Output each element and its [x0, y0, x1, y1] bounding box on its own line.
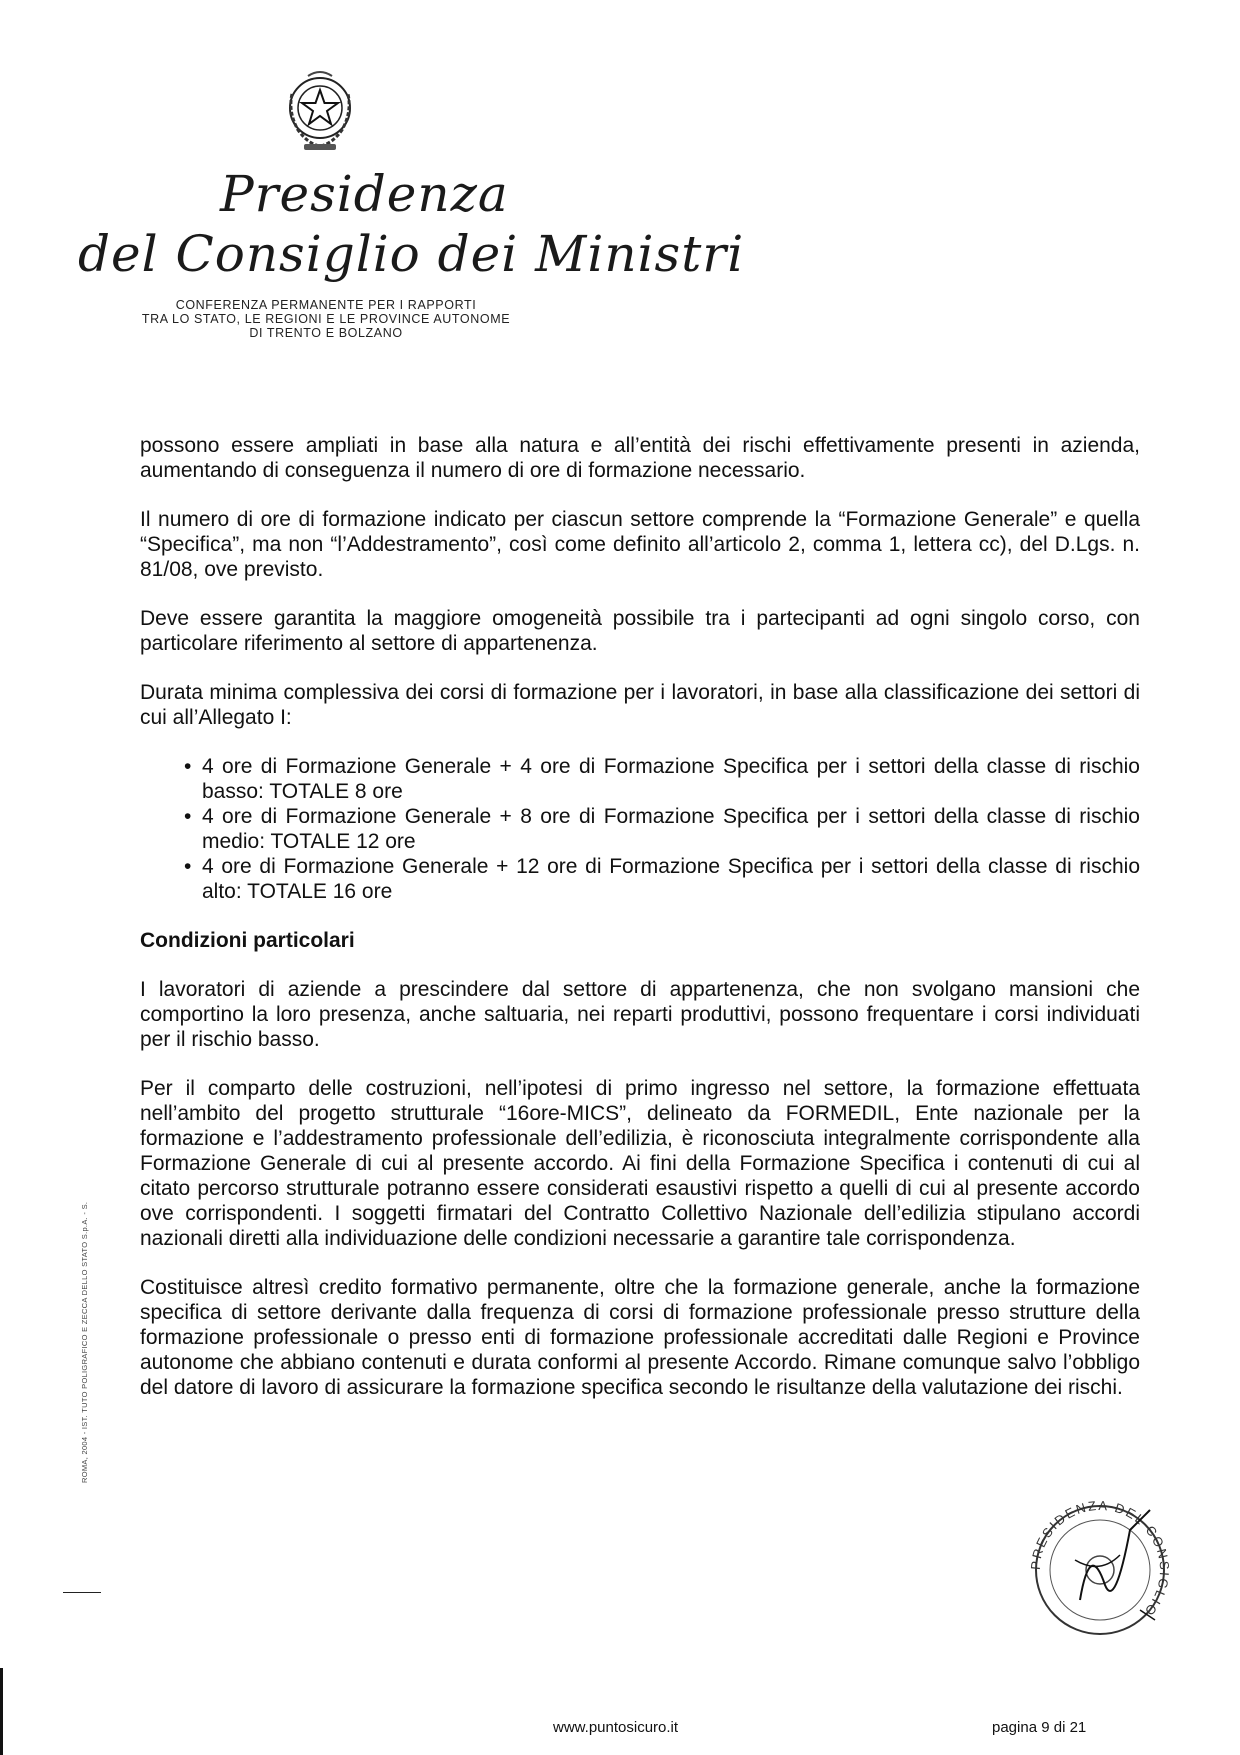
paragraph: Durata minima complessiva dei corsi di formazione per i lavoratori, in base alla classificazione dei settori di cui all’Allegato I:: [140, 681, 1140, 729]
conference-line: TRA LO STATO, LE REGIONI E LE PROVINCE AUTONOME: [141, 312, 511, 326]
footer-website: www.puntosicuro.it: [553, 1719, 679, 1736]
printer-margin-note: ROMA, 2004 - IST. TUTO POLIGRAFICO E ZECCA DELLO STATO S.p.A. - S.: [80, 1201, 89, 1483]
section-title: Condizioni particolari: [140, 929, 355, 952]
bullet-icon: •: [184, 755, 192, 778]
bullet-icon: •: [184, 855, 192, 878]
paragraph: possono essere ampliati in base alla natura e all’entità dei rischi effettivamente presenti in azienda, aumentando di conseguenza il numero di ore di formazione necessario.: [140, 434, 1140, 482]
stamp-text: PRESIDENZA DEL CONSIGLIO: [1027, 1500, 1173, 1620]
paragraph: Il numero di ore di formazione indicato per ciascun settore comprende la “Formazione Generale” e quella “Specifica”, ma non “l’Addestramento”, così come definito all’articolo 2, comma 1, lettera cc), del D.Lgs. n. 81/08, ove previsto.: [140, 508, 1140, 581]
paragraph: Costituisce altresì credito formativo permanente, oltre che la formazione generale, anche la formazione specifica di settore derivante dalla frequenza di corsi di formazione professionale presso strutture della formazione professionale o presso enti di formazione professionale accreditati dalle Regioni e Province autonome che abbiano contenuti e durata conformi al presente Accordo. Rimane comunque salvo l’obbligo del datore di lavoro di assicurare la formazione specifica secondo le risultanze della valutazione dei rischi.: [140, 1276, 1140, 1399]
svg-text:PRESIDENZA DEL CONSIGLIO: [1028, 1500, 1172, 1620]
list-item-text: 4 ore di Formazione Generale + 8 ore di Formazione Specifica per i settori della classe di rischio medio: TOTALE 12 ore: [202, 805, 1140, 853]
list-item-text: 4 ore di Formazione Generale + 12 ore di Formazione Specifica per i settori della classe di rischio alto: TOTALE 16 ore: [202, 855, 1140, 903]
letterhead-presidenza: Presidenza: [220, 165, 509, 223]
conference-line: CONFERENZA PERMANENTE PER I RAPPORTI: [175, 298, 477, 312]
training-duration-list: [140, 754, 1140, 904]
conference-line: DI TRENTO E BOLZANO: [249, 326, 403, 340]
margin-rule: [63, 1592, 101, 1593]
paragraph: I lavoratori di aziende a prescindere dal settore di appartenenza, che non svolgano mansioni che comportino la loro presenza, anche saltuaria, nei reparti produttivi, possono frequentare i corsi individuati per il rischio basso.: [140, 978, 1140, 1051]
list-item: [140, 854, 1140, 904]
bullet-icon: •: [184, 805, 192, 828]
paragraph: Per il comparto delle costruzioni, nell’ipotesi di primo ingresso nel settore, la formazione effettuata nell’ambito del progetto strutturale “16ore-MICS”, delineato da FORMEDIL, Ente nazionale per la formazione e l’addestramento professionale dell’edilizia, è riconosciuta integralmente corrispondente alla Formazione Generale di cui al presente accordo. Ai fini della Formazione Specifica i contenuti di cui al citato percorso strutturale potranno essere considerati esaustivi rispetto a quelli di cui al presente accordo ove corrispondenti. I soggetti firmatari del Contratto Collettivo Nazionale dell’edilizia stipulano accordi nazionali diretti alla individuazione delle condizioni necessarie a garantire tale corrispondenza.: [140, 1077, 1140, 1250]
list-item-text: 4 ore di Formazione Generale + 4 ore di Formazione Specifica per i settori della classe di rischio basso: TOTALE 8 ore: [202, 755, 1140, 803]
scan-edge-line: [0, 1668, 3, 1755]
list-item: [140, 754, 1140, 804]
document-body: [140, 433, 1140, 1424]
list-item: [140, 804, 1140, 854]
italian-republic-emblem: [278, 64, 362, 156]
footer-page-number: pagina 9 di 21: [992, 1719, 1087, 1736]
official-stamp-signature: [1020, 1500, 1180, 1640]
letterhead-consiglio-dei-ministri: del Consiglio dei Ministri: [78, 225, 745, 283]
conference-subtitle: [120, 298, 532, 340]
paragraph: Deve essere garantita la maggiore omogeneità possibile tra i partecipanti ad ogni singolo corso, con particolare riferimento al settore di appartenenza.: [140, 607, 1140, 655]
